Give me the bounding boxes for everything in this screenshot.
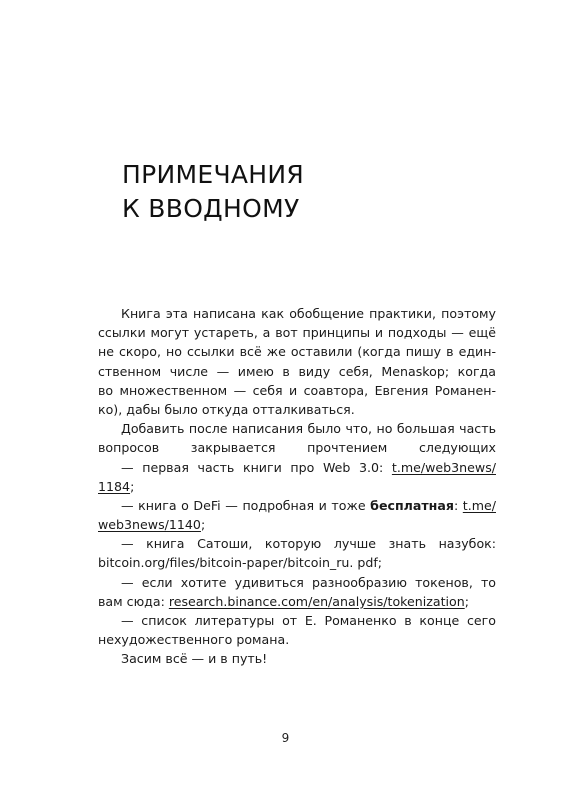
source-item-2-colon: :: [453, 497, 463, 513]
source-item-2-text: — книга о DeFi — подробная и тоже: [121, 497, 371, 513]
paragraph-1-line-6: ко), дабы было откуда отталкиваться.: [98, 401, 355, 417]
source-link-binance-research[interactable]: research.binance.com/en/analysis/tokenization: [168, 593, 465, 609]
body-text: [98, 304, 496, 669]
source-item-5-line-1: — список литературы от Е. Романенко в конце сего: [121, 613, 496, 628]
closing-line: Засим всё — и в путь!: [121, 651, 268, 667]
page-number: 9: [281, 731, 290, 745]
source-item-5-line-2: нехудожественного романа.: [98, 632, 290, 648]
paragraph-1-line-5: во множественном — себя и соавтора, Евгения Романен-: [98, 382, 496, 398]
source-item-1-text: — первая часть книги про Web 3.0:: [121, 459, 392, 475]
paragraph-2-line-2: вопросов закрывается прочтением следующих: [98, 440, 496, 456]
chapter-title: [122, 158, 442, 226]
source-item-2-line-1: [98, 496, 496, 515]
source-item-4-text: вам сюда:: [98, 593, 169, 609]
source-item-4-suffix: ;: [464, 593, 469, 609]
source-link-web3news-1184-part-2[interactable]: 1184: [98, 478, 131, 494]
source-item-2-suffix: ;: [200, 517, 206, 533]
source-link-web3news-1140-part-1[interactable]: t.me/: [462, 497, 496, 513]
paragraph-1-line-4: ственном числе — имею в виду себя, Menaskop; когда: [98, 363, 496, 379]
source-item-4-line-2: [98, 592, 496, 611]
source-item-4-line-1: — если хотите удивиться разнообразию токенов, то: [121, 574, 496, 590]
source-link-web3news-1184-part-1[interactable]: t.me/web3news/: [391, 459, 496, 475]
chapter-title-line-2: К ВВОДНОМУ: [122, 194, 300, 223]
source-item-2-bold: бесплатная: [370, 497, 454, 513]
paragraph-1-line-1: Книга эта написана как обобщение практики, поэтому: [121, 306, 496, 321]
paragraph-2-line-1: Добавить после написания было что, но большая часть: [121, 421, 496, 437]
chapter-title-line-1: ПРИМЕЧАНИЯ: [122, 160, 305, 189]
source-item-1-suffix: ;: [130, 478, 135, 494]
source-item-2-line-2: [98, 515, 496, 534]
source-item-1-line-2: [98, 477, 496, 496]
source-link-web3news-1140-part-2[interactable]: web3news/1140: [98, 517, 201, 533]
source-item-3-line-1: — книга Сатоши, которую лучше знать назубок:: [121, 536, 496, 552]
source-item-3-line-2: bitcoin.org/files/bitcoin-paper/bitcoin_ru. pdf;: [98, 555, 383, 571]
source-item-1-line-1: [98, 458, 496, 477]
paragraph-1-line-3: не скоро, но ссылки всё же оставили (когда пишу в един-: [98, 344, 496, 360]
paragraph-1-line-2: ссылки могут устареть, а вот принципы и подходы — ещё: [98, 325, 496, 341]
